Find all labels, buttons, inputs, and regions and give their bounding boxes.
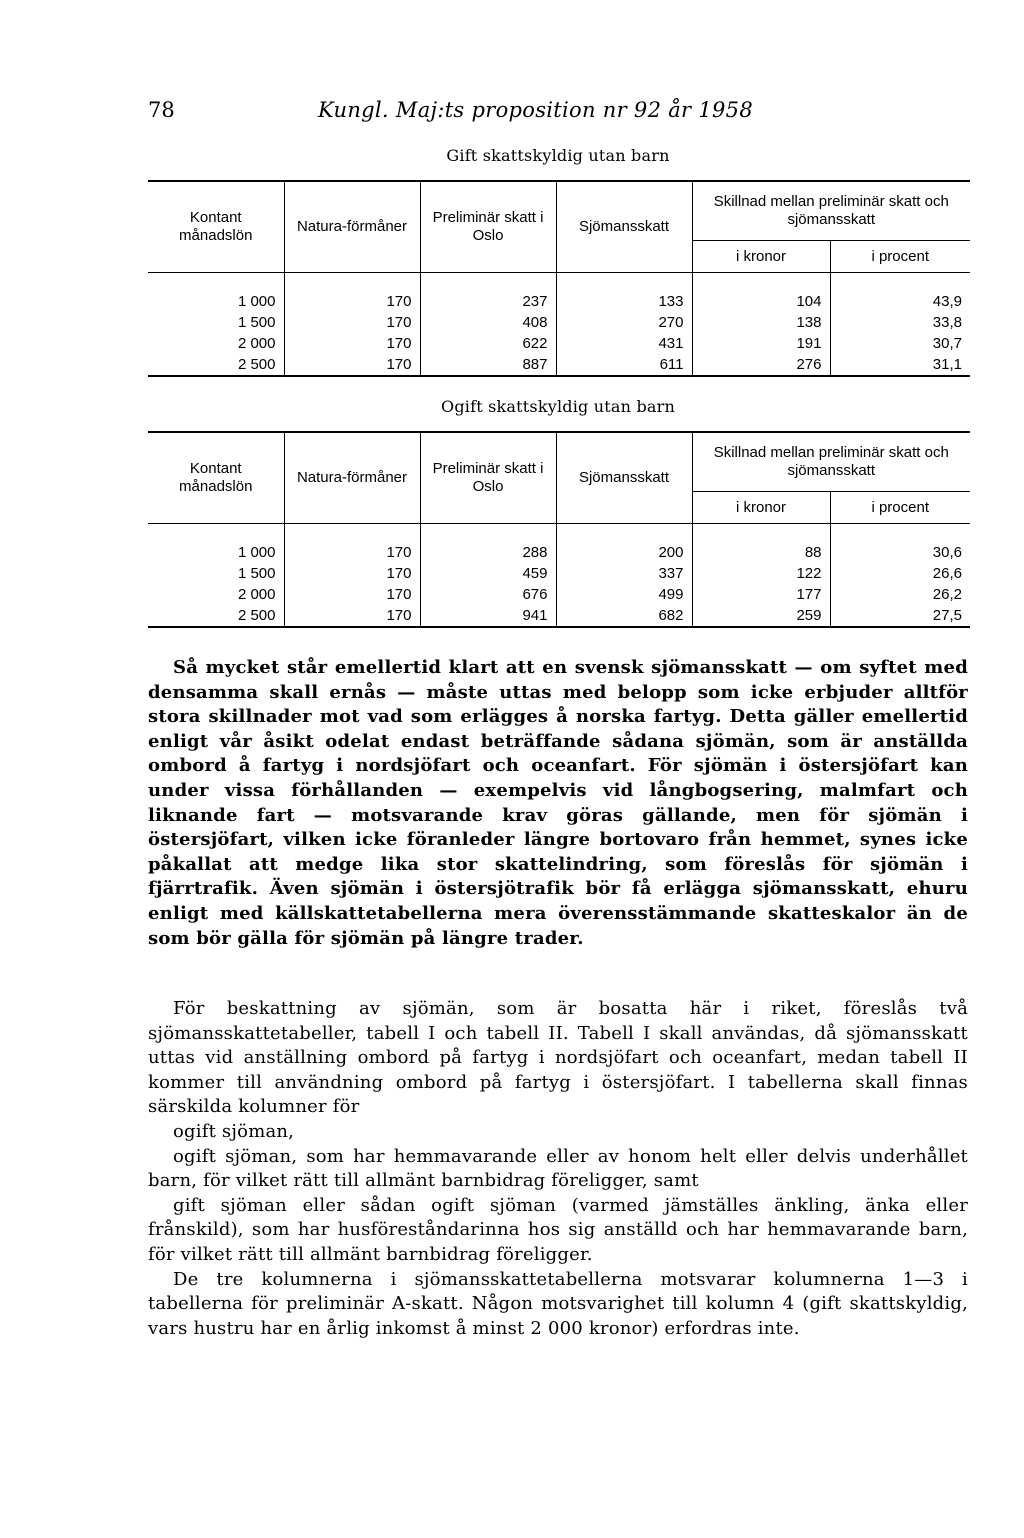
cell-natura: 170: [284, 584, 420, 605]
table-row: [148, 542, 970, 563]
header-natura: Natura-förmåner: [284, 432, 420, 524]
cell-natura: 170: [284, 312, 420, 333]
cell-procent: 26,2: [932, 586, 962, 603]
table2-caption: Ogift skattskyldig utan barn: [441, 397, 675, 416]
cell-procent: 27,5: [830, 605, 970, 627]
cell-preliminar: 676: [420, 584, 556, 605]
page-header: [148, 98, 968, 128]
cell-preliminar: 459: [420, 563, 556, 584]
cell-kronor: 88: [692, 542, 830, 563]
paragraph-4: ogift sjöman, som har hemmavarande eller av honom helt eller delvis underhållet barn, för vilket rätt till allmänt barnbidrag föreligger, samt: [148, 1145, 968, 1192]
header-skillnad: Skillnad mellan preliminär skatt och sjömansskatt: [692, 181, 970, 241]
cell-kronor: 138: [692, 312, 830, 333]
cell-preliminar: 408: [420, 312, 556, 333]
table-row: [148, 354, 970, 376]
header-preliminar: Preliminär skatt i Oslo: [420, 432, 556, 524]
header-sjomansskatt: Sjömansskatt: [556, 432, 692, 524]
paragraph-1: Så mycket står emellertid klart att en svensk sjömansskatt — om syftet med densamma skall ernås — måste uttas med belopp som icke erbjuder alltför stora skillnader mot vad som erlägges å norska fartyg. Detta gäller emellertid enligt vår åsikt odelat endast beträffande sådana sjömän, som är anställda ombord å fartyg i nordsjöfart och oceanfart. För sjömän i östersjöfart kan under vissa förhållanden — exempelvis vid långbogsering, malmfart och liknande fart — motsvarande krav göras gällande, men för sjömän i östersjöfart, vilken icke föranleder längre bortovaro från hemmet, synes icke påkallat att medge lika stor skattelindring, som föreslås för sjömän i fjärrtrafik. Även sjömän i östersjötrafik bör få erlägga sjömansskatt, ehuru enligt med källskattetabellerna mera överensstämmande skatteskalor än de som bör gälla för sjömän på längre trader.: [148, 657, 968, 949]
header-preliminar: Preliminär skatt i Oslo: [420, 181, 556, 273]
cell-kontant: 2 500: [148, 354, 284, 376]
cell-procent: 26,6: [932, 565, 962, 582]
cell-natura: 170: [284, 563, 420, 584]
paragraph-2: För beskattning av sjömän, som är bosatta här i riket, föreslås två sjömansskattetabeller, tabell I och tabell II. Tabell I skall användas, då sjömansskatt uttas vid anställning ombord på fartyg i nordsjöfart och oceanfart, medan tabell II kommer till användning ombord på fartyg i östersjöfart. I tabellerna skall finnas särskilda kolumner för: [148, 998, 968, 1118]
paragraph-3: ogift sjöman,: [173, 1120, 295, 1142]
cell-sjomansskatt: 499: [556, 584, 692, 605]
paragraph-6: De tre kolumnerna i sjömansskattetabellerna motsvarar kolumnerna 1—3 i tabellerna för preliminär A-skatt. Någon motsvarighet till kolumn 4 (gift skattskyldig, vars hustru har en årlig inkomst å minst 2 000 kronor) erfordras inte.: [148, 1268, 968, 1339]
table-row: [148, 563, 970, 584]
cell-preliminar: 237: [420, 291, 556, 312]
header-skillnad: Skillnad mellan preliminär skatt och sjömansskatt: [692, 432, 970, 492]
table1-caption: Gift skattskyldig utan barn: [446, 146, 670, 165]
cell-natura: 170: [284, 542, 420, 563]
cell-preliminar: 887: [420, 354, 556, 376]
header-kronor: i kronor: [692, 492, 830, 524]
table-row: [148, 312, 970, 333]
header-natura: Natura-förmåner: [284, 181, 420, 273]
cell-natura: 170: [284, 354, 420, 376]
cell-preliminar: 941: [420, 605, 556, 627]
page-number: 78: [148, 98, 175, 122]
table1: [148, 180, 970, 377]
cell-procent: 31,1: [830, 354, 970, 376]
cell-kontant: 2 500: [148, 605, 284, 627]
cell-sjomansskatt: 431: [556, 333, 692, 354]
cell-natura: 170: [284, 605, 420, 627]
cell-kontant: 1 000: [148, 542, 284, 563]
cell-sjomansskatt: 611: [556, 354, 692, 376]
cell-kronor: 191: [692, 333, 830, 354]
cell-natura: 170: [284, 333, 420, 354]
cell-sjomansskatt: 200: [556, 542, 692, 563]
cell-kronor: 122: [692, 563, 830, 584]
cell-kontant: 1 500: [148, 312, 284, 333]
cell-kontant: 1 000: [148, 291, 284, 312]
cell-kontant: 2 000: [148, 333, 284, 354]
body-text-2: [148, 997, 968, 1341]
cell-kontant: 1 500: [148, 563, 284, 584]
paragraph-5: gift sjöman eller sådan ogift sjöman (varmed jämställes änkling, änka eller frånskild), som har husföreståndarinna hos sig anställd och har hemmavarande barn, för vilket rätt till allmänt barnbidrag föreligger.: [148, 1194, 968, 1265]
cell-sjomansskatt: 270: [556, 312, 692, 333]
cell-procent: 30,6: [932, 544, 962, 561]
cell-kronor: 104: [692, 291, 830, 312]
header-procent: i procent: [871, 498, 930, 516]
header-sjomansskatt: Sjömansskatt: [556, 181, 692, 273]
cell-sjomansskatt: 682: [556, 605, 692, 627]
cell-procent: 30,7: [932, 335, 962, 352]
table-row: [148, 333, 970, 354]
running-title: Kungl. Maj:ts proposition nr 92 år 1958: [318, 98, 754, 122]
cell-procent: 43,9: [932, 293, 962, 310]
cell-kronor: 259: [692, 605, 830, 627]
cell-preliminar: 622: [420, 333, 556, 354]
body-text: [148, 656, 968, 951]
table-row: [148, 605, 970, 627]
table2: [148, 431, 970, 628]
header-kronor: i kronor: [692, 241, 830, 273]
cell-sjomansskatt: 133: [556, 291, 692, 312]
cell-kronor: 276: [692, 354, 830, 376]
header-procent: i procent: [871, 247, 930, 265]
cell-preliminar: 288: [420, 542, 556, 563]
cell-kronor: 177: [692, 584, 830, 605]
header-kontant: Kontant månadslön: [148, 432, 284, 524]
cell-kontant: 2 000: [148, 584, 284, 605]
header-kontant: Kontant månadslön: [148, 181, 284, 273]
table-row: [148, 291, 970, 312]
cell-sjomansskatt: 337: [556, 563, 692, 584]
cell-natura: 170: [284, 291, 420, 312]
table-row: [148, 584, 970, 605]
cell-procent: 33,8: [932, 314, 962, 331]
